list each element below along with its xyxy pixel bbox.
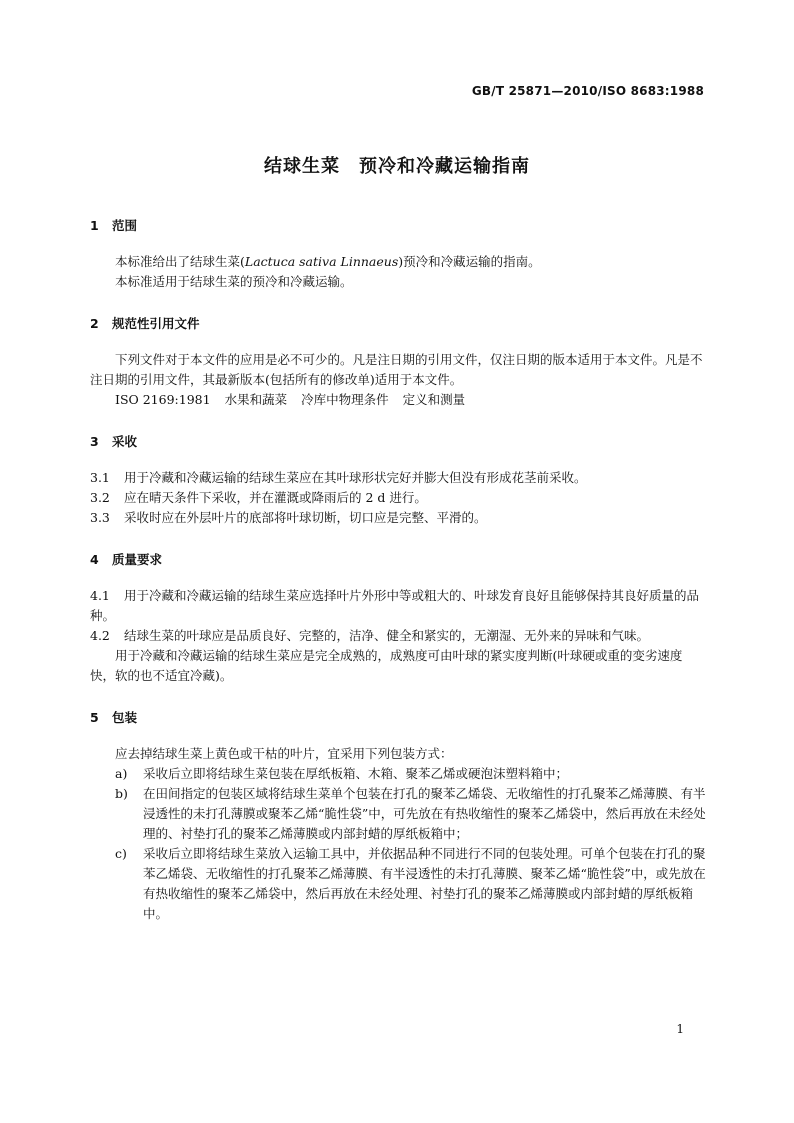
scope-paragraph-1 [90,252,706,272]
section-title: 采收 [112,434,138,449]
clause-text: 用于冷藏和冷藏运输的结球生菜应选择叶片外形中等或粗大的、叶球发育良好且能够保持其良好质量的品种。 [90,588,700,623]
list-marker: c) [115,846,127,861]
section-heading-packaging [90,708,706,728]
packaging-intro: 应去掉结球生菜上黄色或干枯的叶片，宜采用下列包装方式： [115,746,453,761]
reference-code: ISO 2169:1981 [115,392,211,407]
section-title: 规范性引用文件 [112,316,200,331]
list-text: 在田间指定的包装区域将结球生菜单个包装在打孔的聚苯乙烯袋、无收缩性的打孔聚苯乙烯薄膜、有半浸透性的未打孔薄膜或聚苯乙烯“脆性袋”中，可先放在有热收缩性的聚苯乙烯袋中，然后再放在未经处理的、衬垫打孔的聚苯乙烯薄膜或内部封蜡的厚纸板箱中； [143,786,706,841]
clause-text: 结球生菜的叶球应是品质良好、完整的，洁净、健全和紧实的，无潮湿、无外来的异味和气味。 [124,628,650,643]
clause [90,488,706,508]
reference-title-part: 冷库中物理条件 [301,392,389,407]
section-number: 3 [90,434,99,449]
scope-text-pre: 本标准给出了结球生菜( [115,254,245,269]
clause-number: 4.1 [90,588,110,603]
scope-paragraph-2: 本标准适用于结球生菜的预冷和冷藏运输。 [115,274,353,289]
list-text: 采收后立即将结球生菜包装在厚纸板箱、木箱、聚苯乙烯或硬泡沫塑料箱中； [143,766,569,781]
clause-number: 3.1 [90,470,110,485]
section-heading-scope [90,216,706,236]
section-number: 5 [90,710,99,725]
clause-text: 用于冷藏和冷藏运输的结球生菜应在其叶球形状完好并膨大但没有形成花茎前采收。 [124,470,587,485]
document-body [90,216,706,924]
section-heading-references [90,314,706,334]
reference-title-part: 水果和蔬菜 [224,392,288,407]
reference-title-part: 定义和测量 [402,392,466,407]
document-title: 结球生菜 预冷和冷藏运输指南 [264,156,530,177]
clause-text: 采收时应在外层叶片的底部将叶球切断，切口应是完整、平滑的。 [124,510,487,525]
clause [90,468,706,488]
section-title: 质量要求 [112,552,163,567]
section-number: 2 [90,316,99,331]
clause-number: 3.2 [90,490,110,505]
section-heading-harvest [90,432,706,452]
clause-number: 4.2 [90,628,110,643]
references-paragraph: 下列文件对于本文件的应用是必不可少的。凡是注日期的引用文件，仅注日期的版本适用于本文件。凡是不注日期的引用文件，其最新版本(包括所有的修改单)适用于本文件。 [90,352,703,387]
latin-name: Lactuca sativa Linnaeus [244,254,399,269]
section-title: 范围 [112,218,138,233]
clause-text: 应在晴天条件下采收，并在灌溉或降雨后的 2 d 进行。 [124,490,427,505]
page-number: 1 [676,1022,684,1036]
scope-text-post: )预冷和冷藏运输的指南。 [398,254,541,269]
quality-paragraph: 用于冷藏和冷藏运输的结球生菜应是完全成熟的，成熟度可由叶球的紧实度判断(叶球硬或重的变劣速度快，软的也不适宜冷藏)。 [90,648,683,683]
list-item [90,784,706,844]
clause [90,586,706,626]
section-title: 包装 [112,710,138,725]
document-code: GB/T 25871—2010/ISO 8683:1988 [471,84,704,98]
list-text: 采收后立即将结球生菜放入运输工具中，并依据品种不同进行不同的包装处理。可单个包装在打孔的聚苯乙烯袋、无收缩性的打孔聚苯乙烯薄膜、有半浸透性的未打孔薄膜、聚苯乙烯“脆性袋”中，或先放在有热收缩性的聚苯乙烯袋中，然后再放在未经处理、衬垫打孔的聚苯乙烯薄膜或内部封蜡的厚纸板箱中。 [143,846,706,921]
clause [90,508,706,528]
clause-number: 3.3 [90,510,110,525]
reference-entry [90,390,706,410]
list-marker: a) [115,766,128,781]
list-item [90,844,706,924]
section-number: 4 [90,552,99,567]
section-heading-quality [90,550,706,570]
list-marker: b) [115,786,128,801]
clause [90,626,706,646]
section-number: 1 [90,218,99,233]
list-item [90,764,706,784]
